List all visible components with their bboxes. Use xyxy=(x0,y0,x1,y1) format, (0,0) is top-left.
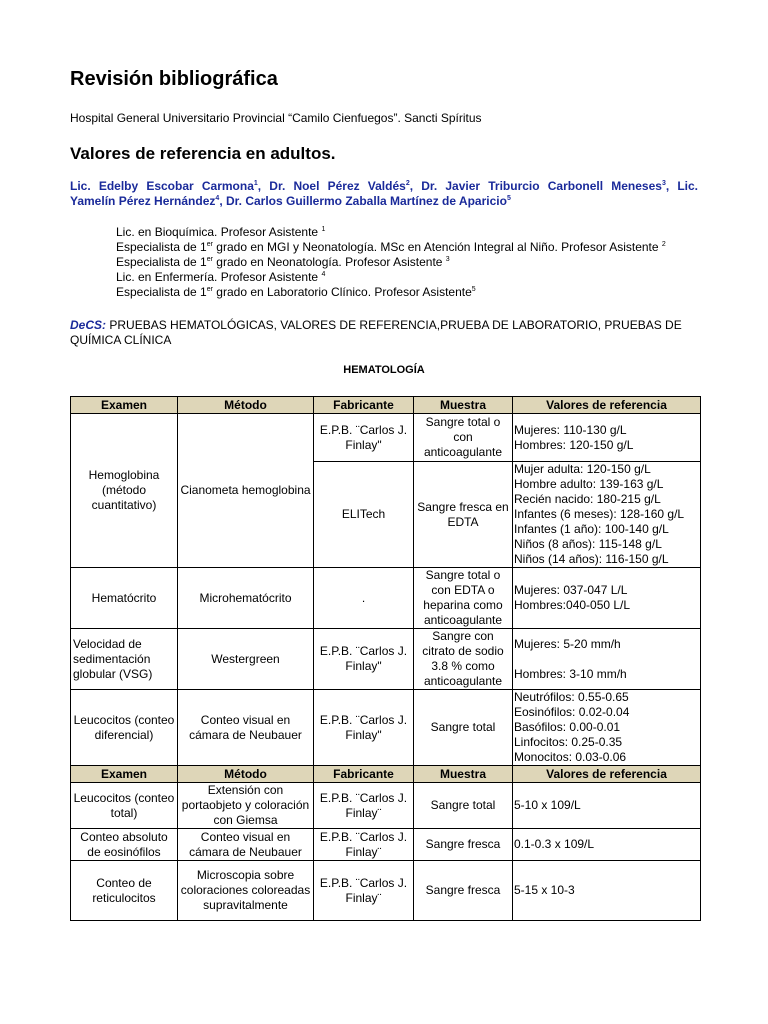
reference-value: Hombres:040-050 L/L xyxy=(514,598,631,612)
sample-cell: Sangre total o con EDTA o heparina como anticoagulante xyxy=(414,568,513,629)
reference-value: Niños (14 años): 116-150 g/L xyxy=(514,552,669,566)
manufacturer-cell: E.P.B. ¨Carlos J. Finlay¨ xyxy=(314,829,414,861)
table-row xyxy=(71,568,701,629)
reference-values-cell xyxy=(513,568,701,629)
affiliation-item: Lic. en Enfermería. Profesor Asistente $^4$ xyxy=(116,270,326,284)
manufacturer-cell: . xyxy=(314,568,414,629)
affiliation-item: Especialista de 1er grado en Neonatología. Profesor Asistente $^3$ xyxy=(116,255,450,269)
article-title: Valores de referencia en adultos. xyxy=(70,144,336,163)
sample-cell: Sangre con citrato de sodio 3.8 % como anticoagulante xyxy=(414,629,513,690)
reference-value: Mujeres: 5-20 mm/h xyxy=(514,636,621,651)
hospital-affiliation: Hospital General Universitario Provincial “Camilo Cienfuegos”. Sancti Spíritus xyxy=(70,111,482,125)
reference-value: Hombres: 3-10 mm/h xyxy=(514,666,627,681)
method-cell: Conteo visual en cámara de Neubauer xyxy=(178,690,314,766)
sample-cell: Sangre total o con anticoagulante xyxy=(414,414,513,462)
exam-cell: Conteo absoluto de eosinófilos xyxy=(71,829,178,861)
page-title: Revisión bibliográfica xyxy=(70,68,278,90)
decs-label: DeCS: xyxy=(70,318,107,332)
table-header-row xyxy=(71,766,701,783)
reference-value: Infantes (1 año): 100-140 g/L xyxy=(514,522,669,536)
author-list xyxy=(70,179,698,209)
manufacturer-cell: E.P.B. ¨Carlos J. Finlay" xyxy=(314,414,414,462)
table-row xyxy=(71,690,701,766)
hematology-table xyxy=(70,396,701,921)
header-cell: Método xyxy=(178,397,314,414)
reference-value: Niños (8 años): 115-148 g/L xyxy=(514,537,662,551)
table-row xyxy=(71,783,701,829)
reference-value: Neutrófilos: 0.55-0.65 xyxy=(514,690,629,704)
reference-values-cell xyxy=(513,462,701,568)
table-row xyxy=(71,829,701,861)
reference-value: Hombres: 120-150 g/L xyxy=(514,437,634,452)
reference-value: Monocitos: 0.03-0.06 xyxy=(514,750,627,764)
reference-value: Mujeres: 110-130 g/L xyxy=(514,422,627,437)
reference-values-cell xyxy=(513,629,701,690)
affiliation-item: Especialista de 1er grado en MGI y Neonatología. MSc en Atención Integral al Niño. Profesor Asistente $^2$ xyxy=(116,240,666,254)
exam-cell: Hemoglobina (método cuantitativo) xyxy=(71,414,178,568)
exam-cell: Conteo de reticulocitos xyxy=(71,861,178,921)
author-line-2: Yamelín Pérez Hernández$^4$, Dr. Carlos Guillermo Zaballa Martínez de Aparicio$^5$ xyxy=(70,194,511,208)
exam-cell: Leucocitos (conteo diferencial) xyxy=(71,690,178,766)
header-cell: Muestra xyxy=(414,766,513,783)
reference-values-cell xyxy=(513,690,701,766)
method-cell: Westergreen xyxy=(178,629,314,690)
sample-cell: Sangre fresca en EDTA xyxy=(414,462,513,568)
reference-values-cell: 5-15 x 10-3 xyxy=(513,861,701,921)
method-cell: Microhematócrito xyxy=(178,568,314,629)
affiliation-item: Especialista de 1er grado en Laboratorio Clínico. Profesor Asistente$^5$ xyxy=(116,285,476,299)
method-cell: Extensión con portaobjeto y coloración con Giemsa xyxy=(178,783,314,829)
manufacturer-cell: ELITech xyxy=(314,462,414,568)
header-cell: Examen xyxy=(71,766,178,783)
table-row xyxy=(71,861,701,921)
method-cell: Cianometa hemoglobina xyxy=(178,414,314,568)
reference-values-cell: 5-10 x 109/L xyxy=(513,783,701,829)
decs-text: PRUEBAS HEMATOLÓGICAS, VALORES DE REFERENCIA,PRUEBA DE LABORATORIO, PRUEBAS DE QUÍMICA CLÍNICA xyxy=(70,318,682,347)
exam-cell: Leucocitos (conteo total) xyxy=(71,783,178,829)
reference-value: Infantes (6 meses): 128-160 g/L xyxy=(514,507,685,521)
affiliation-list xyxy=(116,225,666,300)
manufacturer-cell: E.P.B. ¨Carlos J. Finlay¨ xyxy=(314,861,414,921)
sample-cell: Sangre fresca xyxy=(414,829,513,861)
manufacturer-cell: E.P.B. ¨Carlos J. Finlay" xyxy=(314,629,414,690)
reference-value: Mujer adulta: 120-150 g/L xyxy=(514,462,651,476)
reference-value: Mujeres: 037-047 L/L xyxy=(514,583,628,597)
header-cell: Método xyxy=(178,766,314,783)
sample-cell: Sangre fresca xyxy=(414,861,513,921)
header-cell: Examen xyxy=(71,397,178,414)
reference-value: Linfocitos: 0.25-0.35 xyxy=(514,735,623,749)
exam-cell: Hematócrito xyxy=(71,568,178,629)
sample-cell: Sangre total xyxy=(414,783,513,829)
reference-value: Recién nacido: 180-215 g/L xyxy=(514,492,661,506)
header-cell: Fabricante xyxy=(314,766,414,783)
reference-value: Eosinófilos: 0.02-0.04 xyxy=(514,705,630,719)
header-cell: Fabricante xyxy=(314,397,414,414)
reference-values-cell xyxy=(513,414,701,462)
author-line-1: Lic. Edelby Escobar Carmona$^1$, Dr. Noel Pérez Valdés$^2$, Dr. Javier Triburcio Carbonell Meneses$^3$, Lic. xyxy=(70,179,699,193)
affiliation-item: Lic. en Bioquímica. Profesor Asistente $^1$ xyxy=(116,225,326,239)
manufacturer-cell: E.P.B. ¨Carlos J. Finlay¨ xyxy=(314,783,414,829)
section-title: HEMATOLOGÍA xyxy=(343,364,425,376)
table-header-row xyxy=(71,397,701,414)
manufacturer-cell: E.P.B. ¨Carlos J. Finlay" xyxy=(314,690,414,766)
reference-values-cell: 0.1-0.3 x 109/L xyxy=(513,829,701,861)
header-cell: Valores de referencia xyxy=(513,397,701,414)
table-row xyxy=(71,629,701,690)
reference-value: Basófilos: 0.00-0.01 xyxy=(514,720,621,734)
header-cell: Muestra xyxy=(414,397,513,414)
method-cell: Conteo visual en cámara de Neubauer xyxy=(178,829,314,861)
decs-keywords xyxy=(70,318,698,348)
method-cell: Microscopia sobre coloraciones coloreadas supravitalmente xyxy=(178,861,314,921)
header-cell: Valores de referencia xyxy=(513,766,701,783)
reference-value: Hombre adulto: 139-163 g/L xyxy=(514,477,664,491)
exam-cell: Velocidad de sedimentación globular (VSG) xyxy=(71,629,178,690)
table-row xyxy=(71,414,701,462)
sample-cell: Sangre total xyxy=(414,690,513,766)
